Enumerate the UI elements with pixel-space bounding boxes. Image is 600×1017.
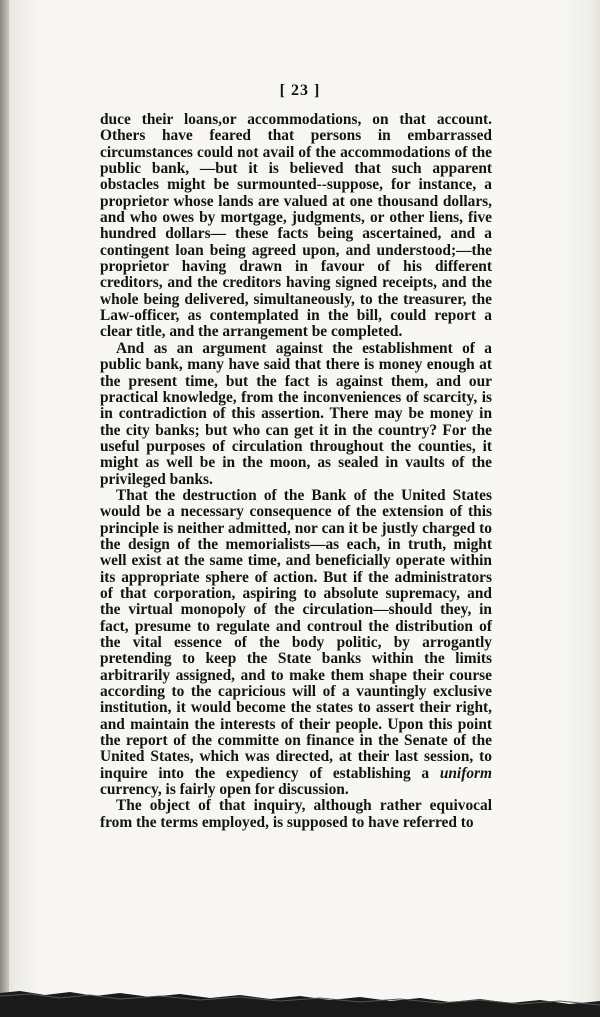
page-binding-edge [0, 0, 9, 1017]
emphasis-uniform: uniform [439, 764, 492, 782]
paragraph-2: And as an argument against the establishment of a public bank, many have said that there is money enough at the present time, but the fact is against them, and our practical knowledge, from the inconveniences of scarcity, is in contradiction of this assertion. There may be money in the city banks; but who can get it in the country? For the useful purposes of circulation throughout the counties, it might as well be in the moon, as sealed in vaults of the privileged banks. [100, 339, 492, 488]
paragraph-3-end: currency, is fairly open for discussion. [100, 781, 349, 799]
page-number: [ 23 ] [279, 82, 321, 99]
paragraph-3 [100, 488, 492, 799]
paragraph-1: duce their loans,or accommodations, on that account. Others have feared that persons in embarrassed circumstances could not avail of the accommodations of the public bank, —but it is believed that such apparent obstacles might be surmounted--suppose, for instance, a proprietor whose lands are valued at one thousand dollars, and who owes by mortgage, judgments, or other liens, five hundred dollars— these facts being ascertained, and a contingent loan being agreed upon, and understood;—the proprietor having drawn in favour of his different creditors, and the creditors having signed receipts, and the whole being delivered, simultaneously, to the treasurer, the Law-officer, as contemplated in the bill, could report a clear title, and the arrangement be completed. [100, 111, 492, 341]
body-text [100, 112, 492, 831]
paragraph-3-text: That the destruction of the Bank of the United States would be a necessary consequence of the extension of this principle is neither admitted, nor can it be justly charged to the design of the memorialists—as each, in truth, might well exist at the same time, and beneficially operate within its appropriate sphere of action. But if the administrators of that corporation, aspiring to absolute supremacy, and the virtual monopoly of the circulation—should they, in fact, presume to regulate and controul the distribution of the vital essence of the body politic, by arrogantly pretending to keep the State banks within the limits arbitrarily assigned, and to make them shape their course according to the capricious will of a vauntingly exclusive institution, it would become the states to assert their right, and maintain the interests of their people. Upon this point the report of the committe on finance in the Senate of the United States, which was directed, at their last session, to inquire into the expediency of establishing a [100, 486, 492, 782]
paragraph-4: The object of that inquiry, although rather equivocal from the terms employed, is supposed to have referred to [100, 797, 492, 831]
torn-bottom-edge [0, 983, 600, 1017]
